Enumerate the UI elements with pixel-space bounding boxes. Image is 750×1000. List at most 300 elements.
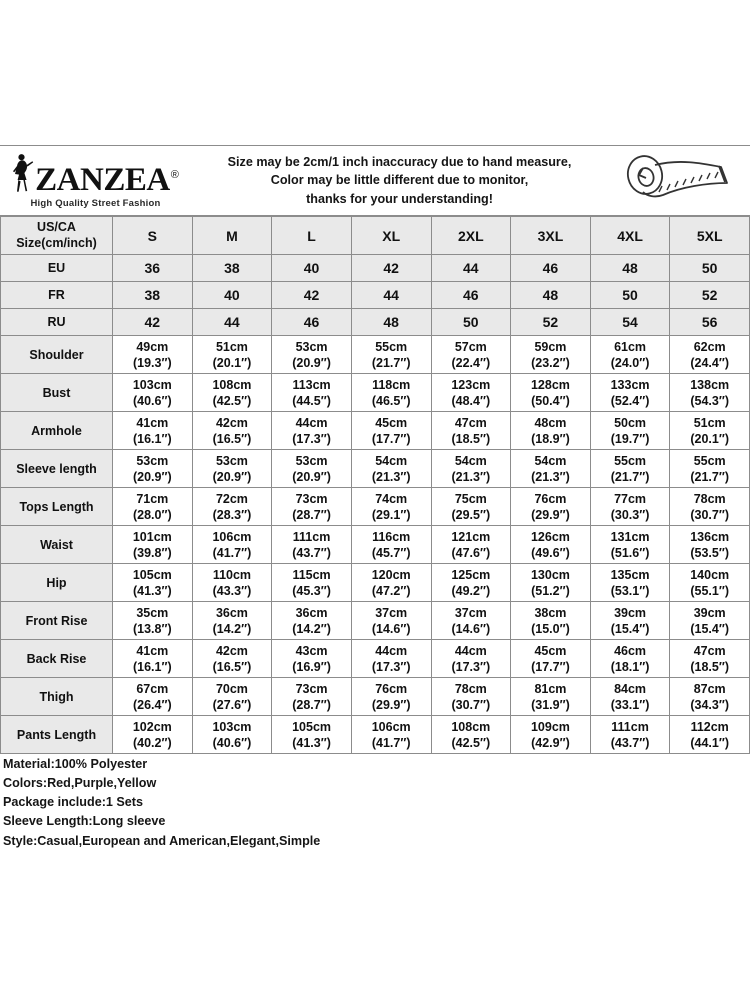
cell-value-cm: 54cm — [375, 453, 408, 468]
cell-value-cm: 41cm — [136, 643, 169, 658]
table-cell — [431, 640, 511, 678]
cell-value-cm: 42cm — [215, 643, 248, 658]
disclaimer-text — [185, 153, 600, 208]
cell-value-cm: 81cm — [534, 681, 567, 696]
cell-value-cm: 73cm — [295, 491, 328, 506]
table-cell — [670, 640, 750, 678]
cell-value-cm: 36cm — [295, 605, 328, 620]
row-label-cell: Armhole — [1, 412, 113, 450]
note-sleeve-length: Sleeve Length:Long sleeve — [3, 814, 166, 829]
cell-value-inch: (21.3″) — [371, 469, 411, 484]
cell-value-cm: 59cm — [534, 339, 567, 354]
cell-value-inch: (14.2″) — [212, 621, 252, 636]
cell-value-inch: (20.9″) — [212, 469, 252, 484]
table-cell — [272, 716, 352, 754]
cell-value-inch: (16.9″) — [292, 659, 331, 674]
cell-value-cm: 140cm — [690, 567, 730, 582]
cell-value-cm: 78cm — [693, 491, 726, 506]
row-label-cell: Sleeve length — [1, 450, 113, 488]
size-header-cell: XL — [351, 217, 431, 255]
cell-value-inch: (44.1″) — [690, 735, 730, 750]
cell-value-cm: 103cm — [132, 377, 172, 392]
table-row — [1, 374, 750, 412]
table-cell: 50 — [590, 282, 670, 309]
table-cell — [192, 640, 272, 678]
cell-value-inch: (14.6″) — [451, 621, 491, 636]
cell-value-inch: (51.6″) — [610, 545, 650, 560]
cell-value-cm: 70cm — [215, 681, 248, 696]
table-cell — [431, 412, 511, 450]
table-cell — [511, 336, 591, 374]
table-cell — [272, 412, 352, 450]
cell-value-cm: 44cm — [454, 643, 487, 658]
table-cell — [590, 564, 670, 602]
cell-value-cm: 39cm — [614, 605, 647, 620]
table-cell — [192, 374, 272, 412]
cell-value-cm: 84cm — [614, 681, 647, 696]
cell-value-inch: (42.5″) — [212, 393, 252, 408]
table-cell: 36 — [113, 255, 193, 282]
cell-value-inch: (53.5″) — [690, 545, 730, 560]
cell-value-cm: 73cm — [295, 681, 328, 696]
table-cell — [670, 412, 750, 450]
table-cell — [272, 336, 352, 374]
table-cell — [590, 602, 670, 640]
cell-value-inch: (45.3″) — [292, 583, 331, 598]
table-cell — [272, 526, 352, 564]
table-cell — [192, 450, 272, 488]
note-package: Package include:1 Sets — [3, 795, 143, 810]
cell-value-inch: (29.9″) — [531, 507, 570, 522]
table-cell — [511, 564, 591, 602]
cell-value-inch: (41.7″) — [371, 735, 411, 750]
cell-value-inch: (13.8″) — [132, 621, 172, 636]
cell-value-cm: 71cm — [136, 491, 169, 506]
disclaimer-line-2: Color may be little different due to monitor, — [270, 173, 529, 188]
cell-value-inch: (18.1″) — [610, 659, 650, 674]
cell-value-cm: 44cm — [375, 643, 408, 658]
woman-silhouette-icon — [12, 153, 34, 197]
table-cell — [511, 602, 591, 640]
cell-value-inch: (42.5″) — [451, 735, 491, 750]
cell-value-inch: (17.3″) — [451, 659, 491, 674]
cell-value-inch: (26.4″) — [132, 697, 172, 712]
cell-value-inch: (41.3″) — [132, 583, 172, 598]
cell-value-inch: (17.3″) — [371, 659, 411, 674]
cell-value-cm: 42cm — [215, 415, 248, 430]
cell-value-cm: 53cm — [136, 453, 169, 468]
size-header-cell: S — [113, 217, 193, 255]
cell-value-inch: (29.1″) — [371, 507, 411, 522]
table-cell — [511, 678, 591, 716]
cell-value-cm: 47cm — [693, 643, 726, 658]
table-cell — [431, 678, 511, 716]
cell-value-cm: 51cm — [693, 415, 726, 430]
cell-value-cm: 45cm — [375, 415, 408, 430]
table-cell: 40 — [272, 255, 352, 282]
cell-value-cm: 130cm — [530, 567, 570, 582]
cell-value-inch: (16.1″) — [132, 659, 172, 674]
table-cell — [272, 374, 352, 412]
brand-tagline: High Quality Street Fashion — [30, 197, 161, 209]
cell-value-inch: (15.4″) — [610, 621, 650, 636]
table-row — [1, 526, 750, 564]
disclaimer-line-3: thanks for your understanding! — [306, 191, 493, 206]
cell-value-inch: (34.3″) — [690, 697, 730, 712]
cell-value-inch: (28.7″) — [292, 697, 331, 712]
cell-value-inch: (19.3″) — [132, 355, 172, 370]
cell-value-cm: 54cm — [534, 453, 567, 468]
product-notes — [3, 755, 743, 851]
measuring-tape-icon — [600, 145, 750, 216]
cell-value-inch: (17.7″) — [531, 659, 570, 674]
cell-value-cm: 123cm — [451, 377, 491, 392]
cell-value-cm: 115cm — [292, 567, 331, 582]
cell-value-inch: (20.9″) — [292, 355, 331, 370]
cell-value-cm: 76cm — [534, 491, 567, 506]
cell-value-cm: 108cm — [212, 377, 252, 392]
cell-value-inch: (30.7″) — [690, 507, 730, 522]
table-cell — [431, 450, 511, 488]
table-cell — [590, 640, 670, 678]
table-cell — [192, 716, 272, 754]
cell-value-inch: (19.7″) — [610, 431, 650, 446]
cell-value-inch: (16.5″) — [212, 659, 252, 674]
cell-value-cm: 47cm — [454, 415, 487, 430]
cell-value-cm: 61cm — [614, 339, 647, 354]
note-material: Material:100% Polyester — [3, 757, 148, 771]
cell-value-inch: (30.7″) — [451, 697, 491, 712]
table-row — [1, 282, 750, 309]
table-cell — [670, 488, 750, 526]
table-cell — [113, 526, 193, 564]
cell-value-cm: 55cm — [375, 339, 408, 354]
table-cell — [351, 374, 431, 412]
table-row — [1, 488, 750, 526]
cell-value-inch: (28.3″) — [212, 507, 252, 522]
cell-value-cm: 49cm — [136, 339, 169, 354]
table-cell: 42 — [113, 309, 193, 336]
cell-value-inch: (43.7″) — [292, 545, 331, 560]
cell-value-cm: 108cm — [451, 719, 491, 734]
table-cell — [272, 564, 352, 602]
table-cell — [670, 716, 750, 754]
table-row — [1, 412, 750, 450]
cell-value-inch: (24.0″) — [610, 355, 650, 370]
table-cell — [351, 716, 431, 754]
table-cell: 42 — [351, 255, 431, 282]
corner-header-cell — [1, 217, 113, 255]
table-cell — [431, 336, 511, 374]
table-cell — [192, 602, 272, 640]
table-cell — [511, 640, 591, 678]
cell-value-cm: 113cm — [292, 377, 331, 392]
cell-value-cm: 41cm — [136, 415, 169, 430]
table-cell — [113, 374, 193, 412]
cell-value-cm: 133cm — [610, 377, 650, 392]
cell-value-inch: (21.7″) — [610, 469, 650, 484]
table-cell — [113, 488, 193, 526]
cell-value-cm: 57cm — [454, 339, 487, 354]
cell-value-cm: 51cm — [215, 339, 248, 354]
size-header-cell: L — [272, 217, 352, 255]
cell-value-cm: 37cm — [375, 605, 408, 620]
table-cell — [351, 526, 431, 564]
cell-value-inch: (47.2″) — [371, 583, 411, 598]
table-cell — [192, 564, 272, 602]
cell-value-cm: 48cm — [534, 415, 567, 430]
cell-value-cm: 76cm — [375, 681, 408, 696]
table-cell — [590, 678, 670, 716]
cell-value-cm: 138cm — [690, 377, 730, 392]
cell-value-inch: (18.9″) — [531, 431, 570, 446]
row-label-cell: Front Rise — [1, 602, 113, 640]
cell-value-inch: (44.5″) — [292, 393, 331, 408]
table-cell — [511, 374, 591, 412]
note-style: Style:Casual,European and American,Elegant,Simple — [3, 833, 321, 848]
table-cell — [192, 336, 272, 374]
table-cell — [670, 450, 750, 488]
table-row — [1, 602, 750, 640]
cell-value-cm: 50cm — [614, 415, 647, 430]
table-cell: 52 — [670, 282, 750, 309]
table-row — [1, 336, 750, 374]
cell-value-inch: (54.3″) — [690, 393, 730, 408]
table-row — [1, 640, 750, 678]
size-header-cell: M — [192, 217, 272, 255]
cell-value-cm: 45cm — [534, 643, 567, 658]
cell-value-inch: (18.5″) — [690, 659, 730, 674]
table-cell — [511, 488, 591, 526]
cell-value-inch: (28.7″) — [292, 507, 331, 522]
table-cell — [511, 412, 591, 450]
table-cell — [351, 640, 431, 678]
cell-value-cm: 39cm — [693, 605, 726, 620]
table-cell — [511, 450, 591, 488]
table-cell — [590, 488, 670, 526]
cell-value-inch: (22.4″) — [451, 355, 491, 370]
table-row — [1, 255, 750, 282]
table-cell — [113, 716, 193, 754]
cell-value-cm: 111cm — [292, 529, 331, 544]
row-label-cell: RU — [1, 309, 113, 336]
cell-value-inch: (24.4″) — [690, 355, 730, 370]
cell-value-cm: 106cm — [371, 719, 411, 734]
cell-value-inch: (41.7″) — [212, 545, 252, 560]
cell-value-inch: (41.3″) — [292, 735, 331, 750]
cell-value-inch: (48.4″) — [451, 393, 491, 408]
table-header-row — [1, 217, 750, 255]
cell-value-inch: (49.2″) — [451, 583, 491, 598]
corner-header-line-2: Size(cm/inch) — [16, 235, 97, 250]
cell-value-cm: 55cm — [614, 453, 647, 468]
cell-value-inch: (40.2″) — [132, 735, 172, 750]
table-cell — [351, 564, 431, 602]
cell-value-cm: 46cm — [614, 643, 647, 658]
table-cell — [431, 716, 511, 754]
cell-value-cm: 87cm — [693, 681, 726, 696]
cell-value-inch: (15.4″) — [690, 621, 730, 636]
cell-value-cm: 110cm — [212, 567, 252, 582]
table-cell — [351, 336, 431, 374]
table-cell — [511, 716, 591, 754]
cell-value-cm: 53cm — [295, 453, 328, 468]
cell-value-cm: 128cm — [530, 377, 570, 392]
brand-logo — [0, 145, 185, 216]
table-cell — [192, 526, 272, 564]
cell-value-cm: 118cm — [372, 377, 411, 392]
table-cell — [113, 678, 193, 716]
cell-value-cm: 54cm — [454, 453, 487, 468]
table-cell — [272, 640, 352, 678]
table-cell — [670, 678, 750, 716]
row-label-cell: Shoulder — [1, 336, 113, 374]
cell-value-inch: (55.1″) — [690, 583, 730, 598]
table-cell — [351, 488, 431, 526]
table-cell — [113, 412, 193, 450]
cell-value-inch: (21.3″) — [531, 469, 570, 484]
cell-value-cm: 75cm — [454, 491, 487, 506]
cell-value-cm: 38cm — [534, 605, 567, 620]
cell-value-inch: (40.6″) — [212, 735, 252, 750]
cell-value-inch: (20.1″) — [212, 355, 252, 370]
row-label-cell: Thigh — [1, 678, 113, 716]
cell-value-inch: (43.3″) — [212, 583, 252, 598]
table-cell — [351, 678, 431, 716]
brand-name: ZANZEA — [35, 162, 170, 199]
table-cell: 50 — [670, 255, 750, 282]
table-cell — [272, 678, 352, 716]
table-cell — [590, 336, 670, 374]
row-label-cell: Hip — [1, 564, 113, 602]
table-cell: 44 — [351, 282, 431, 309]
corner-header-line-1: US/CA — [37, 219, 76, 234]
table-cell — [113, 640, 193, 678]
cell-value-cm: 55cm — [693, 453, 726, 468]
table-cell — [272, 602, 352, 640]
cell-value-cm: 37cm — [454, 605, 487, 620]
table-cell: 38 — [113, 282, 193, 309]
cell-value-cm: 136cm — [690, 529, 730, 544]
cell-value-inch: (45.7″) — [371, 545, 411, 560]
table-cell — [431, 488, 511, 526]
cell-value-cm: 126cm — [530, 529, 570, 544]
cell-value-cm: 111cm — [611, 719, 649, 734]
cell-value-cm: 101cm — [132, 529, 172, 544]
table-cell — [670, 374, 750, 412]
cell-value-inch: (51.2″) — [531, 583, 570, 598]
table-row — [1, 716, 750, 754]
disclaimer-line-1: Size may be 2cm/1 inch inaccuracy due to hand measure, — [227, 155, 572, 170]
cell-value-cm: 106cm — [212, 529, 252, 544]
size-header-cell: 4XL — [590, 217, 670, 255]
row-label-cell: Waist — [1, 526, 113, 564]
cell-value-inch: (47.6″) — [451, 545, 491, 560]
cell-value-inch: (14.6″) — [371, 621, 411, 636]
cell-value-cm: 102cm — [132, 719, 172, 734]
size-header-cell: 2XL — [431, 217, 511, 255]
row-label-cell: EU — [1, 255, 113, 282]
cell-value-cm: 62cm — [693, 339, 726, 354]
table-cell — [670, 526, 750, 564]
table-cell — [431, 526, 511, 564]
cell-value-inch: (21.7″) — [371, 355, 411, 370]
cell-value-inch: (46.5″) — [371, 393, 411, 408]
cell-value-inch: (40.6″) — [132, 393, 172, 408]
table-cell: 44 — [431, 255, 511, 282]
cell-value-cm: 77cm — [614, 491, 647, 506]
cell-value-cm: 135cm — [610, 567, 650, 582]
cell-value-inch: (16.1″) — [132, 431, 172, 446]
size-header-cell: 3XL — [511, 217, 591, 255]
table-row — [1, 309, 750, 336]
table-cell — [590, 526, 670, 564]
table-cell: 56 — [670, 309, 750, 336]
size-header-cell: 5XL — [670, 217, 750, 255]
cell-value-cm: 120cm — [371, 567, 411, 582]
cell-value-inch: (50.4″) — [531, 393, 570, 408]
cell-value-inch: (23.2″) — [531, 355, 570, 370]
cell-value-cm: 36cm — [215, 605, 248, 620]
cell-value-inch: (16.5″) — [212, 431, 252, 446]
row-label-cell: Back Rise — [1, 640, 113, 678]
cell-value-inch: (43.7″) — [610, 735, 650, 750]
table-cell: 46 — [272, 309, 352, 336]
cell-value-inch: (52.4″) — [610, 393, 650, 408]
cell-value-inch: (20.9″) — [292, 469, 331, 484]
cell-value-inch: (31.9″) — [531, 697, 570, 712]
table-cell: 48 — [351, 309, 431, 336]
cell-value-inch: (29.5″) — [451, 507, 491, 522]
table-cell — [511, 526, 591, 564]
table-cell — [192, 488, 272, 526]
table-cell — [192, 678, 272, 716]
cell-value-cm: 116cm — [372, 529, 411, 544]
cell-value-inch: (17.3″) — [292, 431, 331, 446]
table-cell — [113, 602, 193, 640]
cell-value-cm: 131cm — [610, 529, 650, 544]
table-cell — [351, 450, 431, 488]
table-cell — [351, 412, 431, 450]
cell-value-cm: 109cm — [530, 719, 570, 734]
table-cell — [272, 450, 352, 488]
cell-value-cm: 105cm — [132, 567, 172, 582]
cell-value-cm: 53cm — [215, 453, 248, 468]
cell-value-inch: (20.9″) — [132, 469, 172, 484]
table-cell — [192, 412, 272, 450]
cell-value-cm: 78cm — [454, 681, 487, 696]
size-chart-table — [0, 216, 750, 754]
table-cell — [113, 564, 193, 602]
table-cell: 40 — [192, 282, 272, 309]
table-row — [1, 564, 750, 602]
cell-value-inch: (28.0″) — [132, 507, 172, 522]
row-label-cell: Pants Length — [1, 716, 113, 754]
row-label-cell: FR — [1, 282, 113, 309]
cell-value-cm: 103cm — [212, 719, 252, 734]
cell-value-cm: 72cm — [215, 491, 248, 506]
cell-value-inch: (33.1″) — [610, 697, 650, 712]
cell-value-inch: (30.3″) — [610, 507, 650, 522]
table-cell — [670, 564, 750, 602]
cell-value-inch: (29.9″) — [371, 697, 411, 712]
table-cell — [431, 564, 511, 602]
cell-value-inch: (27.6″) — [212, 697, 252, 712]
cell-value-inch: (21.7″) — [690, 469, 730, 484]
cell-value-cm: 53cm — [295, 339, 328, 354]
table-cell: 52 — [511, 309, 591, 336]
cell-value-inch: (20.1″) — [690, 431, 730, 446]
